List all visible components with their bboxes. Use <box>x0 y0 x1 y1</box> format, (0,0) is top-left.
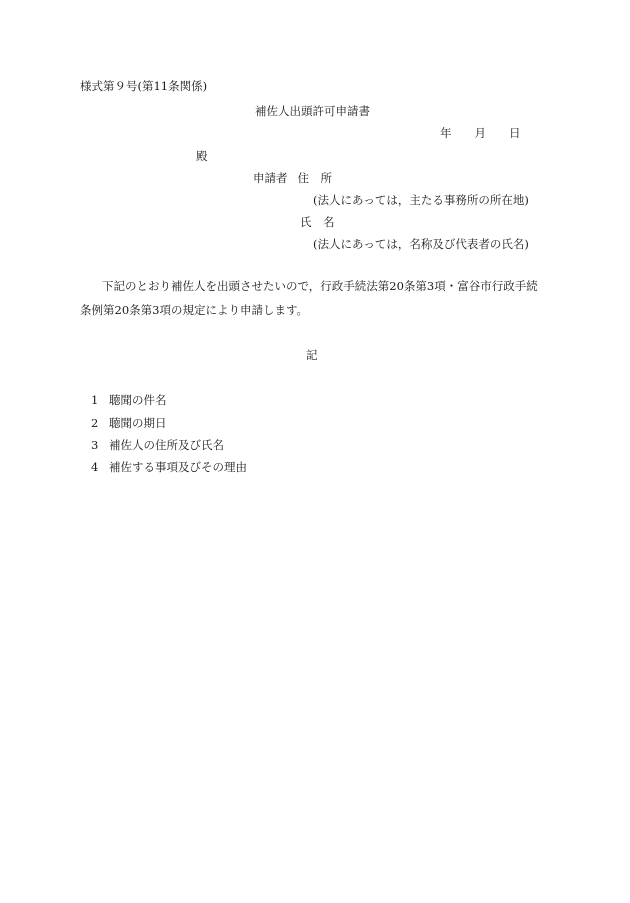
applicant-label: 申請者 <box>253 171 288 185</box>
item-number: 3 <box>91 438 99 452</box>
list-item <box>91 440 224 452</box>
day-label: 日 <box>509 126 521 140</box>
address-note: (法人にあっては，主たる事務所の所在地) <box>313 193 529 207</box>
form-number: 様式第９号(第11条関係) <box>80 79 208 93</box>
applicant-line <box>253 173 342 185</box>
item-number: 1 <box>91 393 99 407</box>
list-item <box>91 395 167 407</box>
ki-heading: 記 <box>306 348 318 362</box>
month-label: 月 <box>474 126 486 140</box>
list-item <box>91 418 167 430</box>
item-label: 補佐人の住所及び氏名 <box>109 438 224 452</box>
name-note: (法人にあっては，名称及び代表者の氏名) <box>313 237 529 251</box>
item-number: 4 <box>91 460 99 474</box>
year-label: 年 <box>440 126 452 140</box>
name-label: 氏 名 <box>300 215 335 229</box>
item-label: 聴聞の件名 <box>109 393 167 407</box>
address-label: 住 所 <box>297 171 332 185</box>
item-number: 2 <box>91 416 99 430</box>
date-line <box>440 128 521 140</box>
item-label: 聴聞の期日 <box>109 416 167 430</box>
list-item <box>91 462 247 474</box>
body-text-line-1: 下記のとおり補佐人を出頭させたいので，行政手続法第20条第3項・富谷市行政手続 <box>102 279 538 293</box>
body-text-line-2: 条例第20条第3項の規定により申請します。 <box>80 303 309 317</box>
addressee-suffix: 殿 <box>196 149 208 163</box>
item-label: 補佐する事項及びその理由 <box>109 460 247 474</box>
document-title: 補佐人出頭許可申請書 <box>255 104 370 118</box>
